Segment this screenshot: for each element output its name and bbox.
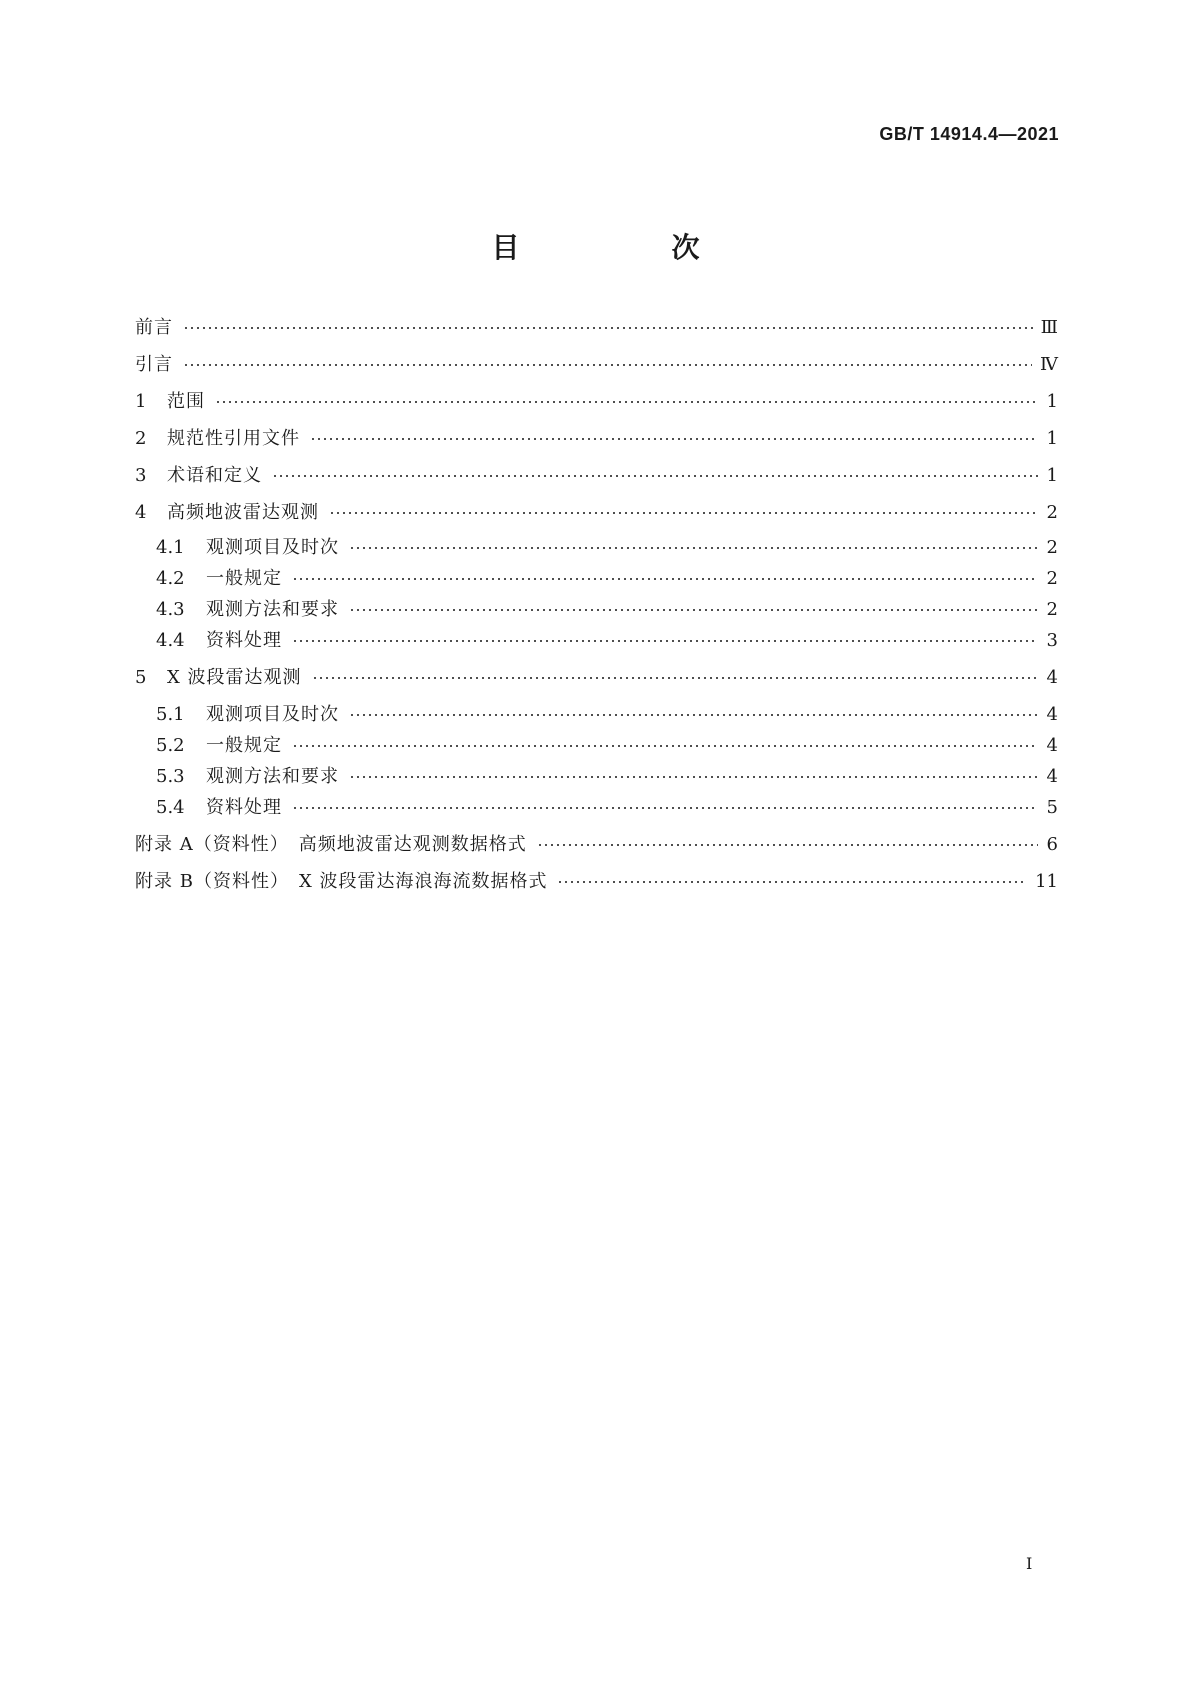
toc-entry-page: 2: [1046, 537, 1058, 558]
toc-entry-number: 5.4: [156, 797, 185, 818]
toc-entry-number: 4.3: [156, 599, 185, 620]
toc-entry-page: Ⅳ: [1040, 354, 1058, 375]
toc-entry-number: 5: [135, 667, 147, 688]
toc-entry-label: 前言: [135, 317, 173, 338]
toc-dot-leader: [183, 364, 1032, 366]
toc-entry-label: 附录 A（资料性） 高频地波雷达观测数据格式: [135, 834, 527, 855]
toc-entry-page: Ⅲ: [1040, 317, 1058, 338]
toc-dot-leader: [292, 578, 1038, 580]
toc-entry-appendix-b[interactable]: [135, 868, 1058, 896]
toc-entry-4-4[interactable]: [135, 627, 1058, 655]
toc-entry-page: 4: [1046, 766, 1058, 787]
toc-dot-leader: [292, 745, 1038, 747]
toc-entry-5[interactable]: [135, 664, 1058, 692]
toc-entry-label: 观测方法和要求: [206, 766, 339, 787]
toc-entry-page: 1: [1046, 428, 1058, 449]
toc-entry-label: 范围: [167, 391, 205, 412]
page-title: 目 次: [491, 231, 762, 264]
toc-entry-label: 规范性引用文件: [167, 428, 300, 449]
toc-entry-5-3[interactable]: [135, 763, 1058, 791]
toc-entry-label: 资料处理: [206, 630, 282, 651]
toc-entry-number: 4.2: [156, 568, 185, 589]
toc-entry-page: 11: [1035, 871, 1058, 892]
toc-entry-page: 4: [1046, 667, 1058, 688]
toc-entry-label: 观测方法和要求: [206, 599, 339, 620]
toc-entry-preface[interactable]: [135, 314, 1058, 342]
page-number: I: [1026, 1554, 1033, 1573]
toc-dot-leader: [292, 807, 1038, 809]
toc-entry-page: 1: [1046, 465, 1058, 486]
toc-dot-leader: [272, 475, 1038, 477]
toc-entry-label: 资料处理: [206, 797, 282, 818]
toc-entry-5-4[interactable]: [135, 794, 1058, 822]
toc-entry-number: 4.1: [156, 537, 185, 558]
toc-entry-label: 一般规定: [206, 735, 282, 756]
toc-entry-page: 6: [1046, 834, 1058, 855]
toc-entry-introduction[interactable]: [135, 351, 1058, 379]
toc-entry-4-1[interactable]: [135, 534, 1058, 562]
toc-entry-2[interactable]: [135, 425, 1058, 453]
toc-dot-leader: [349, 609, 1038, 611]
toc-entry-page: 2: [1046, 568, 1058, 589]
toc-entry-page: 2: [1046, 502, 1058, 523]
toc-entry-4-2[interactable]: [135, 565, 1058, 593]
doc-code: GB/T 14914.4—2021: [879, 124, 1059, 144]
toc-entry-number: 4.4: [156, 630, 185, 651]
toc-dot-leader: [292, 640, 1038, 642]
toc-entry-5-2[interactable]: [135, 732, 1058, 760]
toc-entry-label: 高频地波雷达观测: [167, 502, 319, 523]
toc-entry-page: 1: [1046, 391, 1058, 412]
toc-entry-page: 5: [1046, 797, 1058, 818]
toc-entry-4[interactable]: [135, 499, 1058, 527]
toc-entry-4-3[interactable]: [135, 596, 1058, 624]
toc-entry-number: 5.2: [156, 735, 185, 756]
toc-entry-label: 观测项目及时次: [206, 537, 339, 558]
toc-dot-leader: [310, 438, 1038, 440]
toc-dot-leader: [557, 881, 1027, 883]
toc-entry-label: 术语和定义: [167, 465, 262, 486]
toc-entry-number: 4: [135, 502, 147, 523]
toc-dot-leader: [537, 844, 1038, 846]
toc-dot-leader: [312, 677, 1038, 679]
toc-entry-number: 1: [135, 391, 147, 412]
toc-entry-label: 一般规定: [206, 568, 282, 589]
toc-entry-1[interactable]: [135, 388, 1058, 416]
toc-entry-page: 4: [1046, 735, 1058, 756]
toc-entry-3[interactable]: [135, 462, 1058, 490]
toc-entry-page: 2: [1046, 599, 1058, 620]
toc-dot-leader: [349, 547, 1038, 549]
toc-entry-5-1[interactable]: [135, 701, 1058, 729]
toc-entry-label: 引言: [135, 354, 173, 375]
toc-dot-leader: [329, 512, 1038, 514]
toc-entry-label: 附录 B（资料性） X 波段雷达海浪海流数据格式: [135, 871, 548, 892]
toc-dot-leader: [349, 714, 1038, 716]
toc-entry-label: X 波段雷达观测: [167, 667, 302, 688]
toc-entry-number: 2: [135, 428, 147, 449]
toc-dot-leader: [183, 327, 1033, 329]
toc-entry-appendix-a[interactable]: [135, 831, 1058, 859]
toc-entry-number: 5.1: [156, 704, 185, 725]
toc-entry-number: 5.3: [156, 766, 185, 787]
toc-dot-leader: [349, 776, 1038, 778]
toc-dot-leader: [215, 401, 1038, 403]
toc-entry-number: 3: [135, 465, 147, 486]
toc-entry-page: 4: [1046, 704, 1058, 725]
toc-entry-label: 观测项目及时次: [206, 704, 339, 725]
toc-entry-page: 3: [1046, 630, 1058, 651]
